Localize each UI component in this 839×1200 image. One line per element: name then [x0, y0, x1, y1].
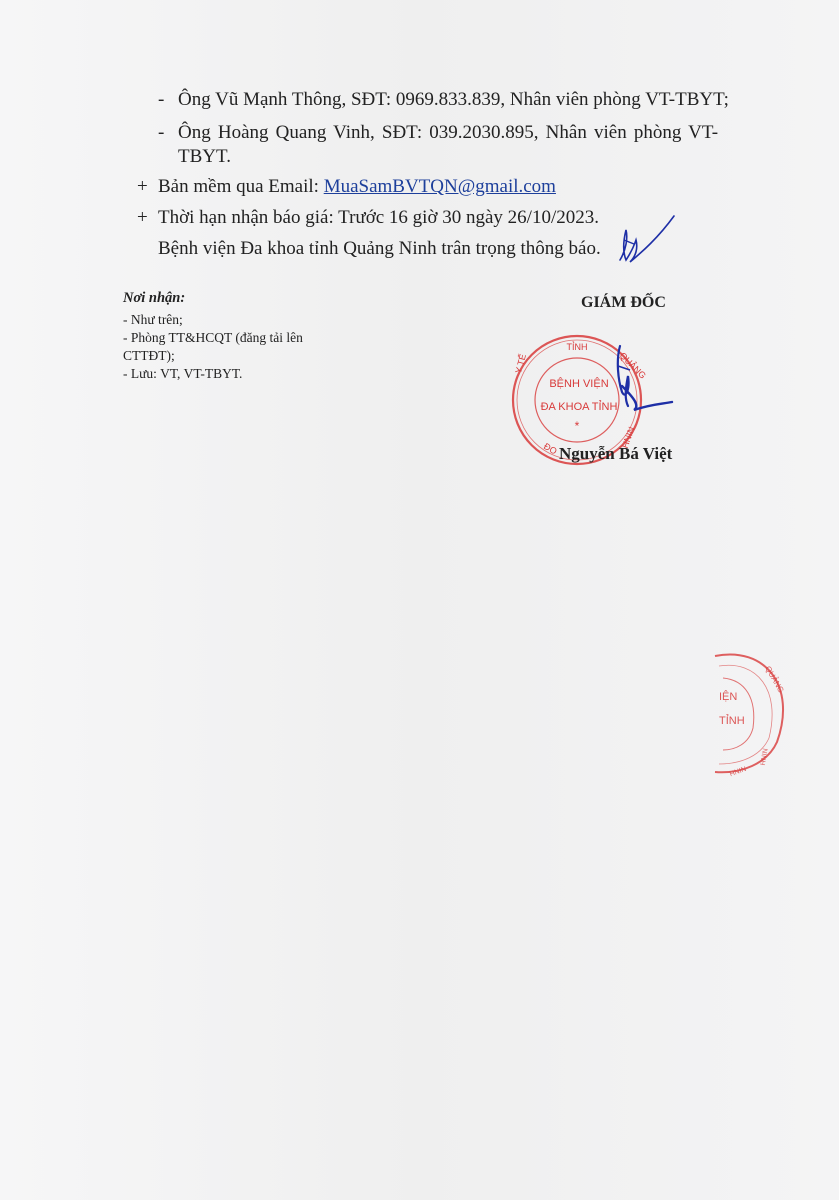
deadline-text: Thời hạn nhận báo giá: Trước 16 giờ 30 ngày 26/10/2023. [158, 207, 599, 228]
email-bullet: + [137, 176, 148, 197]
closing-text: Bệnh viện Đa khoa tỉnh Quảng Ninh trân trọng thông báo. [158, 238, 601, 259]
stamp-ring-bottom-right: NINH [619, 425, 637, 450]
recipient-item: CTTĐT); [123, 348, 175, 363]
signer-title: GIÁM ĐỐC [581, 294, 666, 311]
signer-name: Nguyễn Bá Việt [559, 444, 673, 463]
stamp-ring-left: Y TẾ [513, 352, 529, 375]
email-label: Bản mềm qua Email: [158, 176, 324, 197]
recipients-title: Nơi nhận: [123, 290, 186, 306]
contact-item-vinh: Ông Hoàng Quang Vinh, SĐT: 039.2030.895, Nhân viên phòng VT- [178, 122, 719, 143]
partial-stamp-line1: IỆN [719, 691, 738, 703]
deadline-bullet: + [137, 207, 148, 228]
contact-item-thong: Ông Vũ Mạnh Thông, SĐT: 0969.833.839, Nhân viên phòng VT-TBYT; [178, 89, 729, 110]
stamp-center-line2: ĐA KHOA TỈNH [540, 401, 618, 413]
contact-bullet: - [158, 122, 165, 143]
email-line [158, 175, 556, 199]
contact-item-vinh-cont: TBYT. [178, 146, 231, 167]
svg-text:*: * [574, 419, 580, 433]
stamp-ring-bottom-left: ĐO [542, 441, 559, 457]
partial-stamp-icon [705, 646, 795, 776]
email-link[interactable]: MuaSamBVTQN@gmail.com [323, 176, 556, 197]
partial-stamp-ring-bottom: NINH [728, 764, 747, 777]
partial-stamp-ring-lower: NINH [758, 747, 768, 766]
initial-signature-icon [612, 210, 682, 270]
director-signature-icon [600, 340, 680, 420]
partial-stamp-line2: TỈNH [719, 715, 745, 727]
contact-bullet: - [158, 89, 165, 110]
recipient-item: - Lưu: VT, VT-TBYT. [123, 366, 243, 381]
stamp-ring-right: QUẢNG [617, 350, 649, 381]
recipient-item: - Như trên; [123, 312, 183, 327]
stamp-center-line1: BỆNH VIỆN [549, 378, 609, 390]
partial-stamp-ring-right: QUẢNG [763, 664, 786, 695]
recipient-item: - Phòng TT&HCQT (đăng tải lên [123, 330, 303, 345]
stamp-ring-top: TỈNH [566, 342, 588, 352]
